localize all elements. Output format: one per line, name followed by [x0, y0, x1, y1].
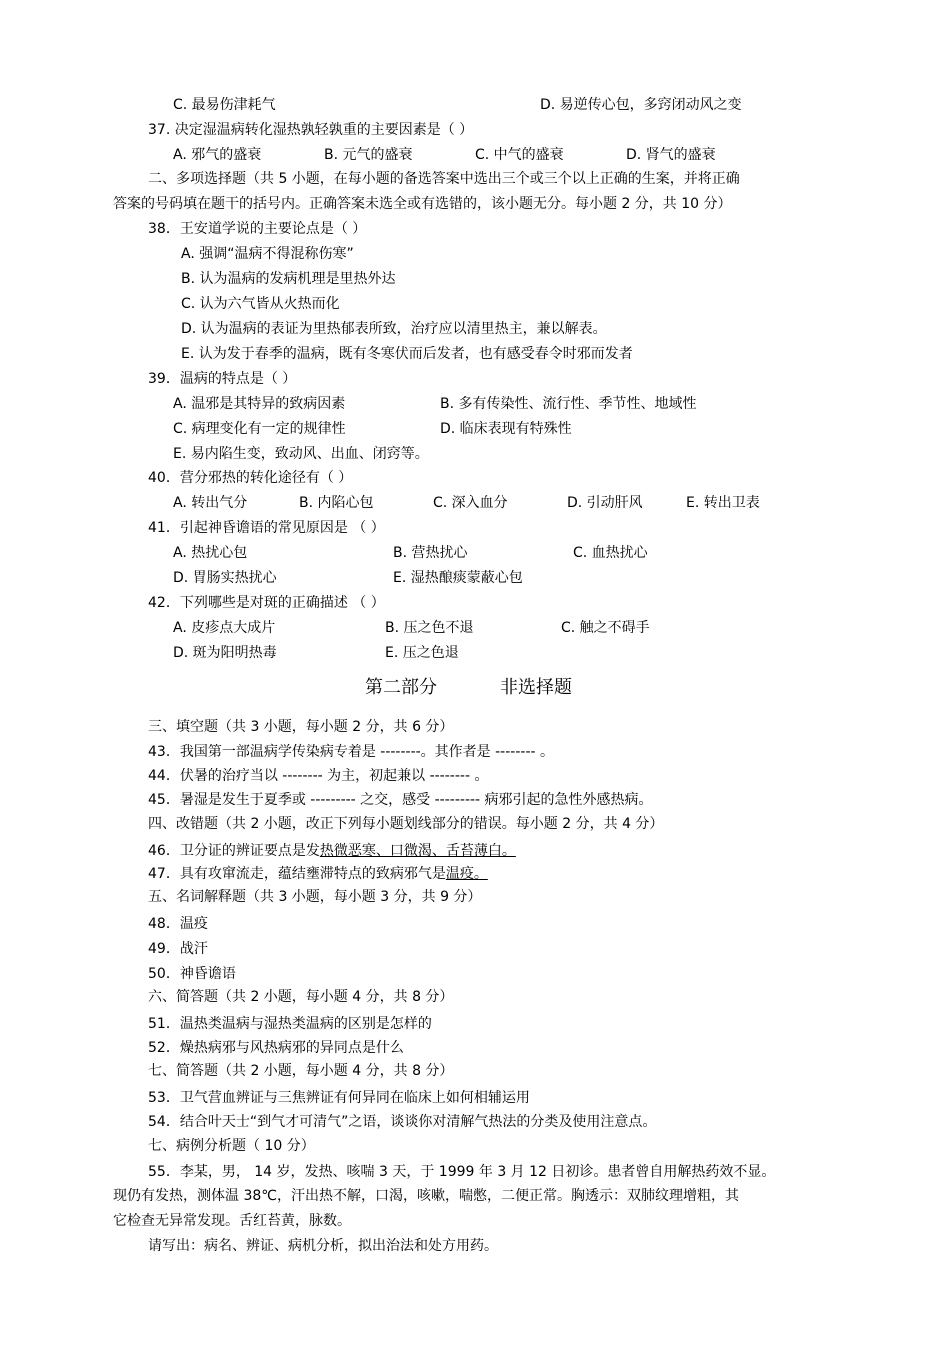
q46-underlined: 热微恶寒、口微渴、舌苔薄白。	[319, 843, 516, 859]
q46	[148, 842, 516, 860]
q44: 44．伏暑的治疗当以 -------- 为主，初起兼以 -------- 。	[148, 768, 489, 784]
q51: 51．温热类温病与湿热类温病的区别是怎样的	[148, 1016, 432, 1032]
q41-option-d: D. 胃肠实热扰心	[173, 570, 277, 586]
q36-option-c: C. 最易伤津耗气	[173, 97, 276, 113]
q40-stem: 40．营分邪热的转化途径有（ ）	[148, 470, 353, 486]
q39-option-d: D. 临床表现有特殊性	[440, 421, 572, 437]
q38-option-d: D. 认为温病的表证为里热郁表所致，治疗应以清里热主，兼以解表。	[181, 321, 607, 337]
q40-option-d: D. 引动肝风	[567, 495, 643, 511]
section5-heading: 五、名词解释题（共 3 小题，每小题 3 分，共 9 分）	[148, 889, 482, 905]
q38-option-c: C. 认为六气皆从火热而化	[181, 296, 340, 312]
q40-option-b: B. 内陷心包	[299, 495, 374, 511]
q39-option-a: A. 温邪是其特异的致病因素	[173, 396, 346, 412]
q37-option-c: C. 中气的盛衰	[475, 147, 564, 163]
section7-heading: 七、简答题（共 2 小题，每小题 4 分，共 8 分）	[148, 1063, 454, 1079]
q45: 45．暑湿是发生于夏季或 --------- 之交，感受 --------- 病邪引起的急性外感热病。	[148, 792, 653, 808]
q42-option-d: D. 斑为阳明热毒	[173, 645, 277, 661]
q49: 49．战汗	[148, 941, 208, 957]
q47	[148, 865, 488, 883]
q37-option-b: B. 元气的盛衰	[324, 147, 413, 163]
q54: 54．结合叶天士“到气才可清气”之语，谈谈你对清解气热法的分类及使用注意点。	[148, 1114, 657, 1130]
q37-option-d: D. 肾气的盛衰	[626, 147, 716, 163]
q48: 48．温疫	[148, 916, 208, 932]
q43: 43．我国第一部温病学传染病专着是 --------。其作者是 -------- 。	[148, 744, 554, 760]
q38-option-a: A. 强调“温病不得混称伤寒”	[181, 246, 354, 262]
q55-line2: 现仍有发热，测体温 38℃，汗出热不解，口渴，咳嗽，喘憋，二便正常。胸透示：双肺纹理增粗，其	[113, 1188, 739, 1204]
q39-option-e: E. 易内陷生变，致动风、出血、闭窍等。	[173, 446, 429, 462]
section3-heading: 三、填空题（共 3 小题，每小题 2 分，共 6 分）	[148, 719, 454, 735]
q50: 50．神昏谵语	[148, 966, 236, 982]
q36-option-d: D. 易逆传心包，多窍闭动风之变	[540, 97, 742, 113]
part2-title: 第二部分	[365, 677, 437, 698]
q53: 53．卫气营血辨证与三焦辨证有何异同在临床上如何相辅运用	[148, 1090, 530, 1106]
section2-heading-line2: 答案的号码填在题干的括号内。正确答案未选全或有选错的，该小题无分。每小题 2 分，共 10 分）	[113, 196, 732, 212]
q40-option-a: A. 转出气分	[173, 495, 248, 511]
q37-option-a: A. 邪气的盛衰	[173, 147, 262, 163]
q41-stem: 41．引起神昏谵语的常见原因是 （ ）	[148, 520, 385, 536]
q42-option-c: C. 触之不碍手	[561, 620, 650, 636]
section6-heading: 六、简答题（共 2 小题，每小题 4 分，共 8 分）	[148, 989, 454, 1005]
section8-heading: 七、病例分析题（ 10 分）	[148, 1138, 315, 1154]
part2-subtitle: 非选择题	[500, 677, 572, 698]
q52: 52．燥热病邪与风热病邪的异同点是什么	[148, 1040, 404, 1056]
q42-option-e: E. 压之色退	[385, 645, 459, 661]
q41-option-e: E. 湿热酿痰蒙蔽心包	[393, 570, 523, 586]
section2-heading-line1: 二、多项选择题（共 5 小题，在每小题的备选答案中选出三个或三个以上正确的生案，并将正确	[148, 171, 740, 187]
q46-prefix: 46．卫分证的辨证要点是发	[148, 843, 320, 859]
q38-option-e: E. 认为发于春季的温病，既有冬寒伏而后发者，也有感受春令时邪而发者	[181, 346, 633, 362]
q40-option-e: E. 转出卫表	[686, 495, 760, 511]
q39-stem: 39．温病的特点是（ ）	[148, 371, 297, 387]
q55-line1: 55．李某，男， 14 岁，发热、咳喘 3 天，于 1999 年 3 月 12 日初诊。患者曾自用解热药效不显。	[148, 1164, 776, 1180]
q42-option-b: B. 压之色不退	[385, 620, 474, 636]
q41-option-a: A. 热扰心包	[173, 545, 248, 561]
q40-option-c: C. 深入血分	[433, 495, 508, 511]
q41-option-c: C. 血热扰心	[573, 545, 648, 561]
q41-option-b: B. 营热扰心	[393, 545, 468, 561]
q38-option-b: B. 认为温病的发病机理是里热外达	[181, 271, 396, 287]
q37-stem: 37. 决定湿温病转化湿热孰轻孰重的主要因素是（ ）	[148, 122, 474, 138]
q39-option-b: B. 多有传染性、流行性、季节性、地域性	[440, 396, 697, 412]
q55-line3: 它检查无异常发现。舌红苔黄，脉数。	[113, 1213, 351, 1229]
section4-heading: 四、改错题（共 2 小题，改正下列每小题划线部分的错误。每小题 2 分，共 4 分）	[148, 816, 664, 832]
q55-instruction: 请写出：病名、辨证、病机分析，拟出治法和处方用药。	[148, 1238, 498, 1254]
q42-option-a: A. 皮疹点大成片	[173, 620, 276, 636]
q38-stem: 38．王安道学说的主要论点是（ ）	[148, 221, 367, 237]
q47-prefix: 47．具有攻窜流走，蕴结壅滞特点的致病邪气是	[148, 866, 446, 882]
q39-option-c: C. 病理变化有一定的规律性	[173, 421, 346, 437]
q47-underlined: 温疫。	[445, 866, 488, 882]
q42-stem: 42．下列哪些是对斑的正确描述 （ ）	[148, 595, 385, 611]
